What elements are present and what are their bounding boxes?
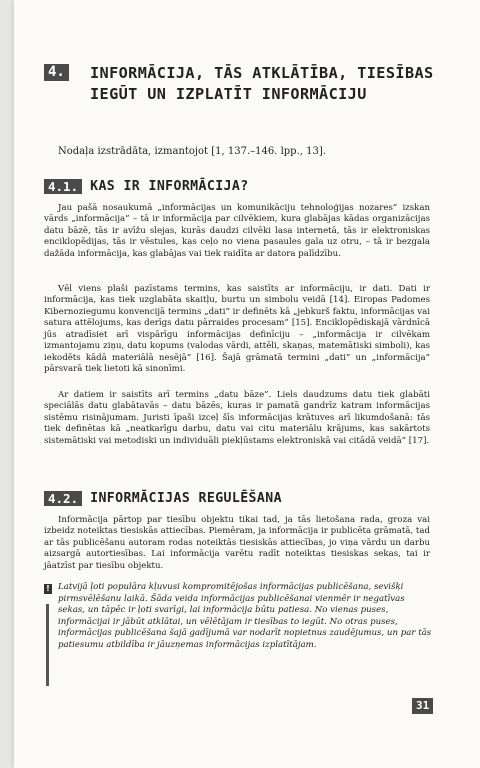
chapter-source-note: Nodaļa izstrādāta, izmantojot [1, 137.–146. lpp., 13]. <box>58 146 326 157</box>
page-number: 31 <box>412 698 433 714</box>
paragraph: Informācija pārtop par tiesību objektu tikai tad, ja tās lietošana rada, groza vai izbeidz noteiktas tiesiskās attiecības. Piemēram, ja informācija ir publicēta grāmatā, tad ar tās publicēšanu autoram rodas noteiktās tiesiskās attiecības, jo viņa vārdu un darbu aizsargā autortiesības. Lai informācija varētu radīt noteiktas tiesiskas sekas, tai ir jāatzīst par tiesību objektu. <box>44 515 430 571</box>
chapter-number-badge: 4. <box>44 64 69 81</box>
warning-note <box>44 582 434 694</box>
section-number-badge: 4.1. <box>44 179 82 195</box>
section-heading-4-2 <box>44 488 282 507</box>
book-page <box>14 0 480 768</box>
paragraph: Vēl viens plaši pazīstams termins, kas saistīts ar informāciju, ir dati. Dati ir informācija, kas tiek uzglabāta skaitļu, burtu un simbolu veidā [14]. Eiropas Padomes Kibernoziegumu konvencijā termins „dati” ir definēts kā „jebkurš faktu, informācijas vai satura attēlojums, kas derīgs datu pārraides procesam” [15]. Enciklopēdiskajā vārdnīcā jūs atradīsiet arī vispārīgu informācijas definīciju – „informācija ir cilvēkam izmantojamu ziņu, datu kopums (valodas vārdi, attēli, skaņas, matemātiski simboli), kas iekodēts kādā materiālā nesējā” [16]. Šajā grāmatā termini „dati” un „informācija” pārsvarā tiek lietoti kā sinonīmi. <box>44 284 430 375</box>
section-number-badge: 4.2. <box>44 491 82 507</box>
warning-side-bar <box>46 604 49 686</box>
paragraph: Jau pašā nosaukumā „informācijas un komunikāciju tehnoloģijas nozares” izskan vārds „informācija” – tā ir informācija par cilvēkiem, kura glabājas kādas organizācijas datu bāzē, tās ir avīžu slejas, kurās daudzi cilvēki lasa internetā, tās ir elektroniskas enciklopēdijas, tās ir vēstules, kas ceļo no viena pasaules gala uz otru, – tā ir bezgala dažāda informācija, kas glabājas vai tiek raidīta ar datora palīdzību. <box>44 203 430 259</box>
chapter-title: INFORMĀCIJA, TĀS ATKLĀTĪBA, TIESĪBAS IEGŪT UN IZPLATĪT INFORMĀCIJU <box>90 64 434 103</box>
section-title: KAS IR INFORMĀCIJA? <box>90 179 249 194</box>
warning-text: Latvijā ļoti populāra kļuvusi kompromitējošas informācijas publicēšana, sevišķi pirmsvēlēšanu laikā. Šāda veida informācijas publicēšanai vienmēr ir negatīvas sekas, un tāpēc ir ļoti svarīgi, lai informācija būtu patiesa. No vienas puses, informācijai ir jābūt atklātai, un vēlētājam ir tiesības to iegūt. No otras puses, informācijas publicēšana šajā gadījumā var nodarīt nopietnus zaudējumus, un par tās patiesumu atbildība ir jāuzņemas informācijas izplatītājam. <box>58 582 432 650</box>
paragraph: Ar datiem ir saistīts arī termins „datu bāze”. Liels daudzums datu tiek glabāti speciālās datu glabātavās – datu bāzēs, kuras ir pamatā gandrīz katram informācijas sistēmu risinājumam. Juristi īpaši izceļ šīs informācijas krātuves arī likumdošanā: tās tiek definētas kā „neatkarīgu darbu, datu vai citu materiālu krājums, kas sakārtots sistemātiski vai metodiski un individuāli piekļūstams elektroniskā vai citādā veidā” [17]. <box>44 390 430 446</box>
section-title: INFORMĀCIJAS REGULĒŠANA <box>90 491 282 506</box>
section-heading-4-1 <box>44 176 249 195</box>
exclamation-icon: ! <box>44 584 52 594</box>
